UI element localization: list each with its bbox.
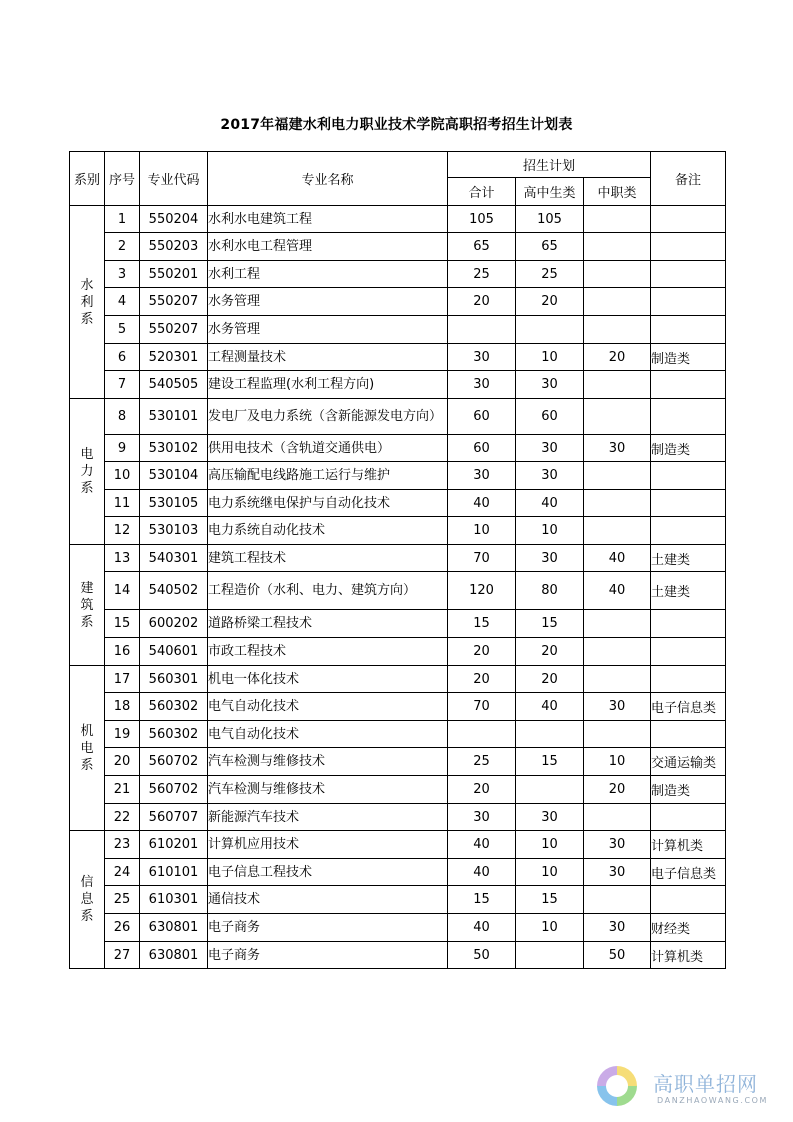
dept-cell (70, 545, 105, 666)
name-cell: 工程测量技术 (208, 344, 448, 371)
note-cell: 制造类 (651, 776, 726, 804)
table-row (70, 206, 726, 233)
code-cell: 560302 (140, 721, 208, 748)
high-school-cell (516, 942, 584, 969)
vocational-cell: 20 (584, 776, 651, 804)
header-note: 备注 (651, 152, 726, 206)
high-school-cell: 25 (516, 261, 584, 288)
seq-cell: 25 (105, 886, 140, 914)
vocational-cell: 30 (584, 831, 651, 859)
seq-cell: 8 (105, 399, 140, 435)
table-row (70, 435, 726, 462)
note-cell (651, 371, 726, 399)
vocational-cell (584, 316, 651, 344)
table-row (70, 886, 726, 914)
total-cell: 40 (448, 859, 516, 886)
total-cell: 30 (448, 344, 516, 371)
vocational-cell (584, 638, 651, 666)
watermark-logo (597, 1062, 787, 1112)
vocational-cell (584, 666, 651, 693)
code-cell: 530104 (140, 462, 208, 490)
note-cell: 制造类 (651, 344, 726, 371)
code-cell: 560702 (140, 748, 208, 776)
total-cell: 40 (448, 490, 516, 517)
code-cell: 540601 (140, 638, 208, 666)
header-total: 合计 (448, 178, 516, 206)
dept-label: 机电系 (80, 723, 94, 773)
table-row (70, 638, 726, 666)
note-cell (651, 804, 726, 831)
note-cell (651, 666, 726, 693)
note-cell: 交通运输类 (651, 748, 726, 776)
code-cell: 600202 (140, 610, 208, 638)
high-school-cell: 20 (516, 666, 584, 693)
note-cell (651, 261, 726, 288)
watermark-domain: DANZHAOWANG.COM (657, 1096, 769, 1105)
name-cell: 汽车检测与维修技术 (208, 748, 448, 776)
total-cell: 20 (448, 288, 516, 316)
dept-label: 建筑系 (80, 580, 94, 630)
code-cell: 530102 (140, 435, 208, 462)
note-cell (651, 517, 726, 545)
seq-cell: 19 (105, 721, 140, 748)
total-cell: 70 (448, 693, 516, 721)
code-cell: 630801 (140, 914, 208, 942)
header-vocational: 中职类 (584, 178, 651, 206)
dept-label: 信息系 (80, 875, 94, 924)
table-row (70, 693, 726, 721)
vocational-cell (584, 517, 651, 545)
dept-label: 电力系 (80, 447, 94, 496)
header-name: 专业名称 (208, 152, 448, 206)
total-cell: 60 (448, 399, 516, 435)
name-cell: 电子信息工程技术 (208, 859, 448, 886)
name-cell: 水务管理 (208, 288, 448, 316)
high-school-cell: 10 (516, 831, 584, 859)
code-cell: 560302 (140, 693, 208, 721)
table-row (70, 344, 726, 371)
vocational-cell (584, 261, 651, 288)
note-cell: 土建类 (651, 572, 726, 610)
vocational-cell: 50 (584, 942, 651, 969)
high-school-cell: 30 (516, 545, 584, 572)
seq-cell: 1 (105, 206, 140, 233)
high-school-cell: 20 (516, 288, 584, 316)
high-school-cell: 80 (516, 572, 584, 610)
table-row (70, 490, 726, 517)
dept-cell (70, 666, 105, 831)
table-row (70, 572, 726, 610)
name-cell: 电力系统继电保护与自动化技术 (208, 490, 448, 517)
table-row (70, 288, 726, 316)
page-title: 2017年福建水利电力职业技术学院高职招考招生计划表 (220, 117, 573, 133)
table-row (70, 399, 726, 435)
name-cell: 发电厂及电力系统（含新能源发电方向） (208, 399, 448, 435)
high-school-cell: 15 (516, 748, 584, 776)
table-row (70, 776, 726, 804)
note-cell: 计算机类 (651, 831, 726, 859)
note-cell: 电子信息类 (651, 859, 726, 886)
code-cell: 540502 (140, 572, 208, 610)
seq-cell: 18 (105, 693, 140, 721)
logo-ring-icon (597, 1066, 637, 1106)
high-school-cell: 60 (516, 399, 584, 435)
dept-cell (70, 831, 105, 969)
high-school-cell: 105 (516, 206, 584, 233)
vocational-cell: 30 (584, 693, 651, 721)
vocational-cell: 40 (584, 545, 651, 572)
header-dept: 系别 (70, 152, 105, 206)
note-cell (651, 490, 726, 517)
seq-cell: 20 (105, 748, 140, 776)
vocational-cell (584, 371, 651, 399)
name-cell: 水利水电建筑工程 (208, 206, 448, 233)
high-school-cell: 30 (516, 462, 584, 490)
vocational-cell (584, 490, 651, 517)
high-school-cell: 40 (516, 693, 584, 721)
seq-cell: 2 (105, 233, 140, 261)
seq-cell: 26 (105, 914, 140, 942)
total-cell: 105 (448, 206, 516, 233)
name-cell: 高压输配电线路施工运行与维护 (208, 462, 448, 490)
seq-cell: 13 (105, 545, 140, 572)
seq-cell: 15 (105, 610, 140, 638)
table-row (70, 545, 726, 572)
seq-cell: 27 (105, 942, 140, 969)
name-cell: 水利水电工程管理 (208, 233, 448, 261)
watermark-name: 高职单招网 (653, 1072, 758, 1096)
name-cell: 建筑工程技术 (208, 545, 448, 572)
high-school-cell: 10 (516, 344, 584, 371)
vocational-cell (584, 721, 651, 748)
note-cell (651, 462, 726, 490)
high-school-cell: 15 (516, 886, 584, 914)
code-cell: 610301 (140, 886, 208, 914)
total-cell: 65 (448, 233, 516, 261)
total-cell: 30 (448, 804, 516, 831)
seq-cell: 17 (105, 666, 140, 693)
note-cell (651, 288, 726, 316)
dept-cell (70, 206, 105, 399)
name-cell: 通信技术 (208, 886, 448, 914)
name-cell: 市政工程技术 (208, 638, 448, 666)
name-cell: 计算机应用技术 (208, 831, 448, 859)
name-cell: 水利工程 (208, 261, 448, 288)
name-cell: 电力系统自动化技术 (208, 517, 448, 545)
vocational-cell: 30 (584, 435, 651, 462)
high-school-cell: 40 (516, 490, 584, 517)
vocational-cell: 40 (584, 572, 651, 610)
vocational-cell (584, 804, 651, 831)
name-cell: 新能源汽车技术 (208, 804, 448, 831)
total-cell: 15 (448, 886, 516, 914)
header-plan: 招生计划 (448, 152, 651, 178)
code-cell: 540505 (140, 371, 208, 399)
note-cell (651, 233, 726, 261)
table-row (70, 233, 726, 261)
total-cell: 25 (448, 261, 516, 288)
seq-cell: 23 (105, 831, 140, 859)
total-cell: 20 (448, 776, 516, 804)
code-cell: 560301 (140, 666, 208, 693)
seq-cell: 5 (105, 316, 140, 344)
vocational-cell (584, 399, 651, 435)
vocational-cell (584, 288, 651, 316)
seq-cell: 9 (105, 435, 140, 462)
name-cell: 电子商务 (208, 914, 448, 942)
vocational-cell: 30 (584, 914, 651, 942)
code-cell: 550203 (140, 233, 208, 261)
table-row (70, 804, 726, 831)
total-cell: 40 (448, 831, 516, 859)
table-row (70, 462, 726, 490)
total-cell (448, 721, 516, 748)
high-school-cell (516, 721, 584, 748)
note-cell (651, 886, 726, 914)
table-row (70, 748, 726, 776)
total-cell: 50 (448, 942, 516, 969)
code-cell: 550207 (140, 288, 208, 316)
seq-cell: 10 (105, 462, 140, 490)
total-cell: 15 (448, 610, 516, 638)
table-row (70, 859, 726, 886)
vocational-cell (584, 206, 651, 233)
vocational-cell: 20 (584, 344, 651, 371)
seq-cell: 6 (105, 344, 140, 371)
enrollment-plan-table (69, 151, 726, 969)
note-cell (651, 721, 726, 748)
total-cell: 60 (448, 435, 516, 462)
name-cell: 道路桥梁工程技术 (208, 610, 448, 638)
code-cell: 550204 (140, 206, 208, 233)
code-cell: 550207 (140, 316, 208, 344)
seq-cell: 14 (105, 572, 140, 610)
high-school-cell (516, 776, 584, 804)
table-row (70, 371, 726, 399)
code-cell: 530103 (140, 517, 208, 545)
high-school-cell: 65 (516, 233, 584, 261)
seq-cell: 22 (105, 804, 140, 831)
code-cell: 540301 (140, 545, 208, 572)
dept-label: 水利系 (80, 277, 94, 327)
seq-cell: 7 (105, 371, 140, 399)
table-row (70, 666, 726, 693)
total-cell: 40 (448, 914, 516, 942)
note-cell (651, 399, 726, 435)
note-cell (651, 610, 726, 638)
code-cell: 610201 (140, 831, 208, 859)
code-cell: 530105 (140, 490, 208, 517)
code-cell: 630801 (140, 942, 208, 969)
vocational-cell (584, 886, 651, 914)
header-seq: 序号 (105, 152, 140, 206)
code-cell: 560707 (140, 804, 208, 831)
high-school-cell: 30 (516, 435, 584, 462)
note-cell: 土建类 (651, 545, 726, 572)
table-row (70, 942, 726, 969)
high-school-cell: 10 (516, 859, 584, 886)
vocational-cell: 30 (584, 859, 651, 886)
seq-cell: 16 (105, 638, 140, 666)
note-cell (651, 638, 726, 666)
total-cell: 30 (448, 462, 516, 490)
name-cell: 供用电技术（含轨道交通供电） (208, 435, 448, 462)
name-cell: 工程造价（水利、电力、建筑方向） (208, 572, 448, 610)
vocational-cell (584, 610, 651, 638)
total-cell: 20 (448, 638, 516, 666)
note-cell: 电子信息类 (651, 693, 726, 721)
note-cell: 制造类 (651, 435, 726, 462)
name-cell: 电气自动化技术 (208, 721, 448, 748)
name-cell: 电子商务 (208, 942, 448, 969)
high-school-cell: 10 (516, 517, 584, 545)
name-cell: 机电一体化技术 (208, 666, 448, 693)
seq-cell: 3 (105, 261, 140, 288)
high-school-cell: 15 (516, 610, 584, 638)
table-row (70, 610, 726, 638)
total-cell: 25 (448, 748, 516, 776)
note-cell (651, 316, 726, 344)
note-cell: 计算机类 (651, 942, 726, 969)
table-row (70, 831, 726, 859)
code-cell: 610101 (140, 859, 208, 886)
total-cell: 20 (448, 666, 516, 693)
vocational-cell: 10 (584, 748, 651, 776)
seq-cell: 24 (105, 859, 140, 886)
table-row (70, 914, 726, 942)
name-cell: 电气自动化技术 (208, 693, 448, 721)
header-high-school: 高中生类 (516, 178, 584, 206)
dept-cell (70, 399, 105, 545)
code-cell: 520301 (140, 344, 208, 371)
note-cell: 财经类 (651, 914, 726, 942)
code-cell: 530101 (140, 399, 208, 435)
name-cell: 建设工程监理(水利工程方向) (208, 371, 448, 399)
name-cell: 水务管理 (208, 316, 448, 344)
high-school-cell: 20 (516, 638, 584, 666)
total-cell: 120 (448, 572, 516, 610)
high-school-cell: 10 (516, 914, 584, 942)
high-school-cell (516, 316, 584, 344)
table-row (70, 721, 726, 748)
high-school-cell: 30 (516, 804, 584, 831)
vocational-cell (584, 233, 651, 261)
name-cell: 汽车检测与维修技术 (208, 776, 448, 804)
note-cell (651, 206, 726, 233)
seq-cell: 4 (105, 288, 140, 316)
high-school-cell: 30 (516, 371, 584, 399)
table-row (70, 517, 726, 545)
table-body (70, 206, 726, 969)
header-code: 专业代码 (140, 152, 208, 206)
seq-cell: 12 (105, 517, 140, 545)
table-row (70, 316, 726, 344)
total-cell: 10 (448, 517, 516, 545)
total-cell: 70 (448, 545, 516, 572)
total-cell (448, 316, 516, 344)
seq-cell: 11 (105, 490, 140, 517)
total-cell: 30 (448, 371, 516, 399)
code-cell: 560702 (140, 776, 208, 804)
table-row (70, 261, 726, 288)
code-cell: 550201 (140, 261, 208, 288)
vocational-cell (584, 462, 651, 490)
seq-cell: 21 (105, 776, 140, 804)
